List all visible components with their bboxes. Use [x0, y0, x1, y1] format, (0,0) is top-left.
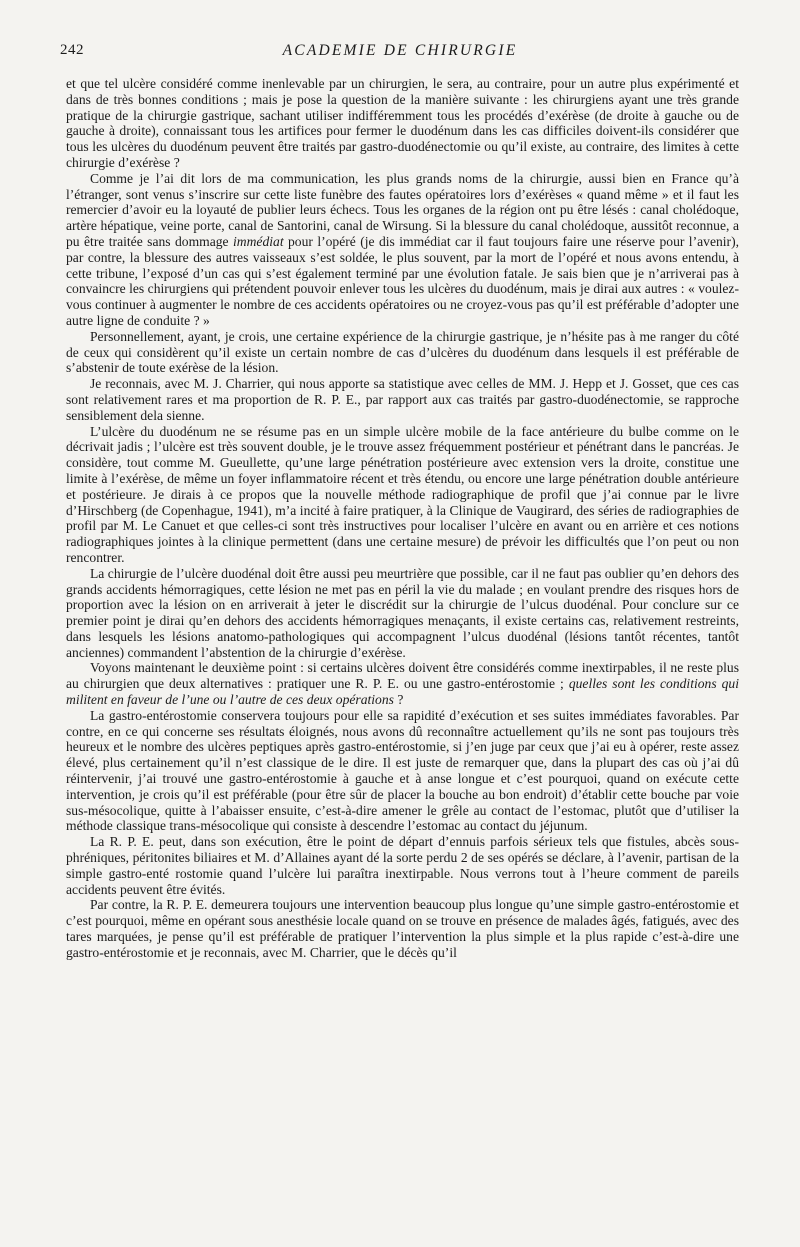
journal-title: ACADEMIE DE CHIRURGIE	[282, 42, 518, 59]
paragraph-7	[66, 660, 739, 707]
paragraph-9: La R. P. E. peut, dans son exécution, être le point de départ d’ennuis parfois sérieux tels que fistules, abcès sous-phréniques, péritonites biliaires et M. d’Allaines ayant dé la sorte perdu 2 de ses opérés se déclare, à l’avenir, partisan de la simple gastro-enté rostomie quand l’ulcère lui paraîtra inextirpable. Nous verrons tout à l’heure comment de pareils accidents peuvent être évités.	[66, 834, 739, 897]
paragraph-1: et que tel ulcère considéré comme inenlevable par un chirurgien, le sera, au contraire, pour un autre plus expérimenté et dans de très bonnes conditions ; mais je pose la question de la manière suivante : les chirurgiens ayant une très grande pratique de la chirurgie gastrique, sachant utiliser indifféremment tous les procédés d’exérèse (de droite à gauche ou de gauche à droite), connaissant tous les artifices pour fermer le duodénum dans les cas difficiles doivent-ils considérer que tous les ulcères du duodénum peuvent être traités par gastro-duodénectomie ou qu’il existe, au contraire, des limites à cette chirurgie d’exérèse ?	[66, 76, 739, 170]
paragraph-7-emphasis: quelles sont les conditions qui militent en faveur de l’une ou l’autre de ces deux opérations	[66, 676, 739, 708]
paragraph-8: La gastro-entérostomie conservera toujours pour elle sa rapidité d’exécution et ses suites immédiates favorables. Par contre, en ce qui concerne ses résultats éloignés, nous avons dû reconnaître actuellement qu’ils ne sont pas toujours très heureux et le nombre des ulcères peptiques après gastro-entérostomie, si j’en juge par ceux que j’ai eu à opérer, reste assez élevé, plus certainement qu’il n’est classique de le dire. Il est juste de remarquer que, dans la plupart des cas où j’ai dû réintervenir, j’ai trouvé une gastro-entérostomie à gauche et à anse longue et c’est pourquoi, quand on exécute cette intervention, je crois qu’il est préférable (pour être sûr de placer la bouche au bon endroit) d’établir cette bouche par voie sus-mésocolique, quitte à l’abaisser ensuite, c’est-à-dire amener le grêle au contact de l’estomac, plutôt que d’utiliser la méthode classique trans-mésocolique qui consiste à descendre l’estomac au contact du jéjunum.	[66, 707, 739, 834]
article-body	[66, 76, 739, 961]
paragraph-3: Personnellement, ayant, je crois, une certaine expérience de la chirurgie gastrique, je n’hésite pas à me ranger du côté de ceux qui considèrent qu’il existe un certain nombre de cas d’ulcères du duodénum dans lesquels il est préférable de s’abstenir de toute exérèse de la lésion.	[66, 328, 739, 376]
paragraph-6: La chirurgie de l’ulcère duodénal doit être aussi peu meurtrière que possible, car il ne faut pas oublier qu’en dehors des grands accidents hémorragiques, cette lésion ne met pas en péril la vie du malade ; en voulant prendre des risques hors de proportion avec la lésion on en arriverait à jeter le discrédit sur la chirurgie de l’ulcus duodénal. Pour conclure sur ce premier point je dirai qu’en dehors des accidents hémorragiques menaçants, il existe certains cas, relativement restreints, dans lesquels les lésions anatomo-pathologiques qui accompagnent l’ulcus duodénal (lésions tantôt récentes, tantôt anciennes) commandent l’abstention de la chirurgie d’exérèse.	[66, 565, 739, 660]
paragraph-2-emphasis: immédiat	[233, 233, 284, 249]
running-head	[60, 42, 740, 64]
paragraph-10: Par contre, la R. P. E. demeurera toujours une intervention beaucoup plus longue qu’une simple gastro-entérostomie et c’est pourquoi, même en opérant sous anesthésie locale quand on se trouve en présence de malades âgés, fatigués, avec des tares marquées, je pense qu’il est préférable de pratiquer l’intervention la plus simple et la plus rapide c’est-à-dire une gastro-entérostomie et je reconnais, avec M. Charrier, que le décès qu’il	[66, 897, 739, 960]
page-number: 242	[60, 42, 84, 58]
paragraph-2	[66, 171, 739, 329]
paragraph-2-text-after: pour l’opéré (je dis immédiat car il faut toujours faire une réserve pour l’avenir), par contre, la blessure des autres vaisseaux s’est soldée, le plus souvent, par la mort de l’opéré et nous avons entendu, à cette tribune, l’exposé d’un cas qui s’est également terminé par une évolution fatale. Je sais bien que je n’arriverai pas à convaincre les chirurgiens qui prétendent pouvoir enlever tous les ulcères du duodénum, mais je dirai aux autres : « voulez-vous continuer à augmenter le nombre de ces accidents opératoires ou ne croyez-vous pas qu’il est préférable d’adopter une autre ligne de conduite ? »	[66, 233, 740, 328]
paragraph-7-text-after: ?	[393, 692, 404, 708]
paragraph-4: Je reconnais, avec M. J. Charrier, qui nous apporte sa statistique avec celles de MM. J. Hepp et J. Gosset, que ces cas sont relativement rares et ma proportion de R. P. E., par rapport aux cas traités par gastro-duodénectomie, se rapproche sensiblement dela sienne.	[66, 376, 739, 423]
paragraph-5: L’ulcère du duodénum ne se résume pas en un simple ulcère mobile de la face antérieure du bulbe comme on le décrivait jadis ; l’ulcère est très souvent double, je le trouve assez fréquemment postérieur et pénétrant dans le pancréas. Je considère, tout comme M. Gueullette, qu’une large pénétration postérieure avec extension vers la droite, constitue une limite à l’exérèse, de même un foyer inflammatoire récent et très étendu, ou encore une large pénétration double antérieure et postérieure. Je dirais à ce propos que la nouvelle méthode radiographique de profil que j’ai connue par le livre d’Hirschberg (de Copenhague, 1941), m’a incité à faire pratiquer, à la Clinique de Vaugirard, des séries de radiographies de profil par M. Le Canuet et que celles-ci sont très instructives pour localiser l’ulcère en avant ou en arrière et ces notions radiographiques jointes à la clinique permettent (dans une certaine mesure) de prévoir les difficultés que l’on peut ou non rencontrer.	[66, 423, 739, 565]
paragraph-7-text-before: Voyons maintenant le deuxième point : si certains ulcères doivent être considérés comme inextirpables, il ne reste plus au chirurgien que deux alternatives : pratiquer une R. P. E. ou une gastro-entérostomie ;	[66, 660, 739, 692]
paragraph-2-text-before: Comme je l’ai dit lors de ma communication, les plus grands noms de la chirurgie, aussi bien en France qu’à l’étranger, sont venus s’inscrire sur cette liste funèbre des fautes opératoires lors d’exérèses « quand même » et il faut les remercier d’avoir eu la loyauté de publier leurs échecs. Tous les organes de la région ont pu être lésés : canal cholédoque, artère hépatique, veine porte, canal de Santorini, canal de Wirsung. Si la blessure du canal cholédoque, aussitôt reconnue, a pu être traitée sans dommage	[66, 170, 739, 249]
